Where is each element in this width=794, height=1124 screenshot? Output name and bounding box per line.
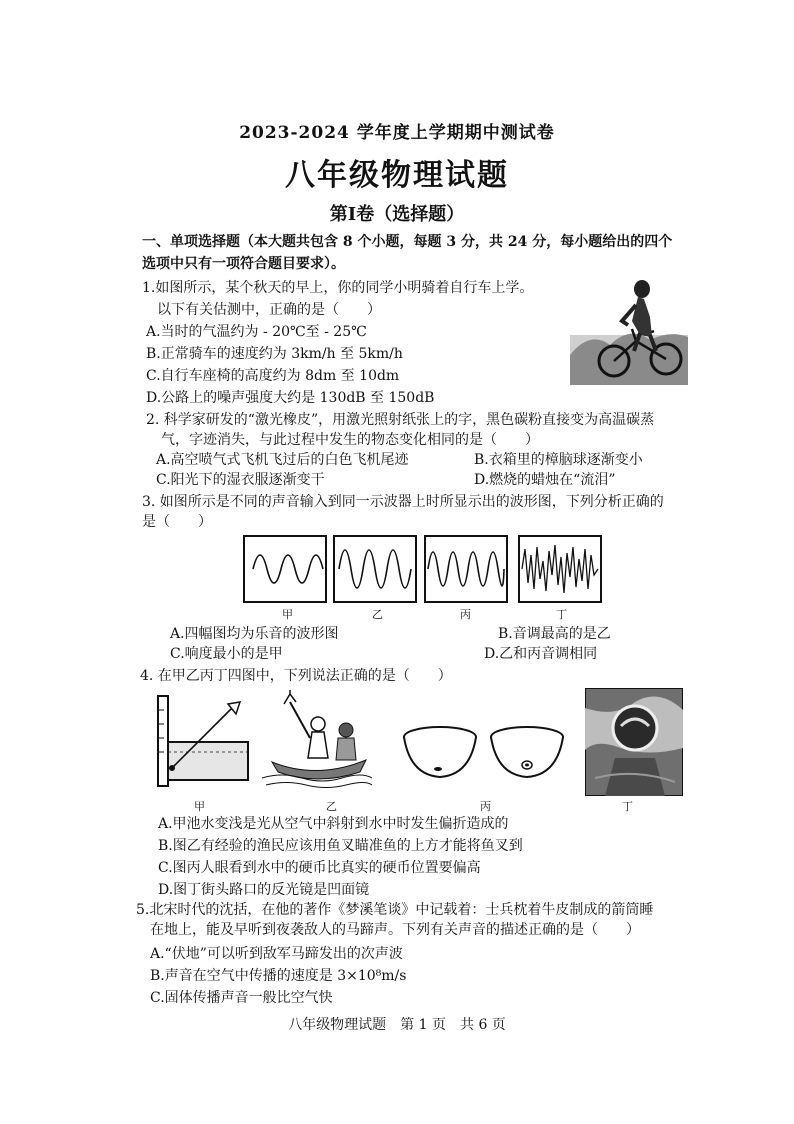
q4-option-d: D.图丁街头路口的反光镜是凹面镜 xyxy=(158,882,370,898)
waveform-bing xyxy=(424,535,508,603)
q1-option-b: B.正常骑车的速度约为 3km/h 至 5km/h xyxy=(146,346,403,362)
q3-option-d: D.乙和丙音调相同 xyxy=(484,646,598,662)
q3-label-yi: 乙 xyxy=(372,608,383,621)
q5-stem-line1: 5.北宋时代的沈括，在他的著作《梦溪笔谈》中记载着：士兵枕着牛皮制成的箭筒睡 xyxy=(136,902,654,918)
q3-stem-line1: 3. 如图所示是不同的声音输入到同一示波器上时所显示出的波形图，下列分析正确的 xyxy=(142,494,664,510)
q3-label-bing: 丙 xyxy=(460,608,471,621)
q4-option-c: C.图丙人眼看到水中的硬币比真实的硬币位置要偏高 xyxy=(158,860,481,876)
q3-option-c: C.响度最小的是甲 xyxy=(170,646,283,662)
cyclist-figure xyxy=(570,275,688,385)
q4-option-b: B.图乙有经验的渔民应该用鱼叉瞄准鱼的上方才能将鱼叉到 xyxy=(158,838,523,854)
waveform-yi xyxy=(333,535,417,603)
q3-label-ding: 丁 xyxy=(556,608,567,621)
q4-label-bing: 丙 xyxy=(480,800,491,813)
exam-title: 2023-2024 学年度上学期期中测试卷 xyxy=(239,123,555,143)
q1-option-d: D.公路上的噪声强度大约是 130dB 至 150dB xyxy=(146,390,435,406)
subject-title: 八年级物理试题 xyxy=(285,158,509,193)
q2-option-a: A.高空喷气式飞机飞过后的白色飞机尾迹 xyxy=(156,452,409,468)
q3-option-b: B.音调最高的是乙 xyxy=(498,626,611,642)
q2-option-c: C.阳光下的湿衣服逐渐变干 xyxy=(156,472,325,488)
bowl-figure-empty xyxy=(400,725,480,785)
q4-stem: 4. 在甲乙丙丁四图中，下列说法正确的是（ ） xyxy=(140,668,452,684)
fishermen-figure xyxy=(262,690,372,790)
q4-label-ding: 丁 xyxy=(622,800,633,813)
mirror-figure xyxy=(585,688,683,796)
section1-heading-line2: 选项中只有一项符合题目要求）。 xyxy=(142,256,345,272)
q1-stem-line2: 以下有关估测中，正确的是（ ） xyxy=(157,302,381,318)
q5-stem-line2: 在地上，能及早听到夜袭敌人的马蹄声。下列有关声音的描述正确的是（ ） xyxy=(150,922,640,938)
q3-option-a: A.四幅图均为乐音的波形图 xyxy=(170,626,339,642)
waveform-ding xyxy=(518,535,602,603)
pool-figure xyxy=(150,690,250,790)
q2-option-b: B.衣箱里的樟脑球逐渐变小 xyxy=(474,452,643,468)
q4-label-jia: 甲 xyxy=(194,800,205,813)
q3-label-jia: 甲 xyxy=(282,608,293,621)
q1-stem-line1: 1.如图所示，某个秋天的早上，你的同学小明骑着自行车上学。 xyxy=(142,280,534,296)
q1-option-a: A.当时的气温约为 - 20℃至 - 25℃ xyxy=(146,324,367,340)
q5-option-c: C.固体传播声音一般比空气快 xyxy=(150,990,333,1006)
page-footer: 八年级物理试题 第 1 页 共 6 页 xyxy=(288,1017,506,1033)
waveform-jia xyxy=(243,535,327,603)
section1-heading-line1: 一、单项选择题（本大题共包含 8 个小题，每题 3 分，共 24 分，每小题给出的四个 xyxy=(142,234,673,250)
q2-stem-line1: 2. 科学家研发的“激光橡皮”，用激光照射纸张上的字，黑色碳粉直接变为高温碳蒸 xyxy=(146,412,655,428)
q4-option-a: A.甲池水变浅是光从空气中斜射到水中时发生偏折造成的 xyxy=(158,816,509,832)
q2-option-d: D.燃烧的蜡烛在“流泪” xyxy=(474,472,616,488)
volume-title: 第Ⅰ卷（选择题） xyxy=(329,204,465,225)
q5-option-a: A.“伏地”可以听到敌军马蹄发出的次声波 xyxy=(150,946,403,962)
q1-option-c: C.自行车座椅的高度约为 8dm 至 10dm xyxy=(146,368,400,384)
bowl-figure-water xyxy=(487,725,567,785)
q4-label-yi: 乙 xyxy=(326,800,337,813)
q5-option-b: B.声音在空气中传播的速度是 3×10⁸m/s xyxy=(150,968,407,984)
q3-stem-line2: 是（ ） xyxy=(142,514,212,530)
q2-stem-line2: 气，字迹消失，与此过程中发生的物态变化相同的是（ ） xyxy=(161,432,539,448)
